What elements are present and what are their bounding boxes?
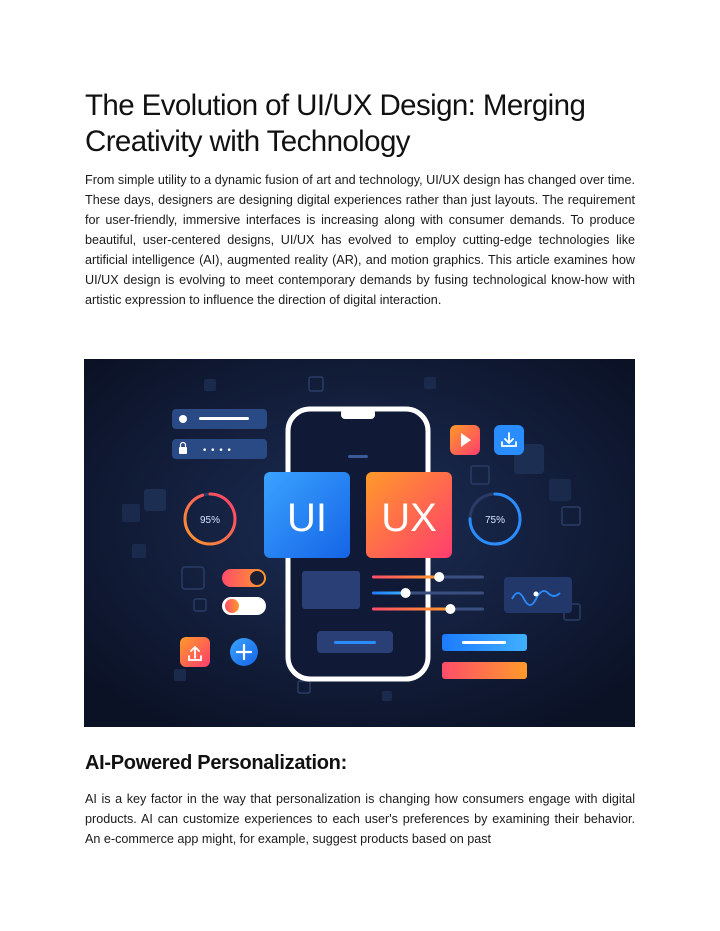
user-icon xyxy=(179,415,187,423)
section-paragraph: AI is a key factor in the way that personalization is changing how consumers engage with digital products. AI can customize experiences to each user's preferences by examining their behavior. An e-commerce app might, for example, suggest products based on past xyxy=(85,792,635,846)
gauge-left-label: 95% xyxy=(199,515,221,526)
password-dots: • • • • xyxy=(202,446,232,456)
password-field-card xyxy=(172,439,267,459)
ux-label: UX xyxy=(381,496,437,540)
toggle-on xyxy=(222,569,266,587)
toggle-off xyxy=(222,597,266,615)
sliders xyxy=(372,572,484,614)
user-field-card xyxy=(172,409,267,429)
phone-image-card xyxy=(302,571,360,609)
slider-fill xyxy=(372,608,450,611)
slider-fill xyxy=(372,576,439,579)
upload-button xyxy=(180,637,210,667)
ui-card xyxy=(264,472,350,558)
phone-notch xyxy=(341,409,375,419)
ux-card xyxy=(366,472,452,558)
play-button xyxy=(450,425,480,455)
download-button xyxy=(494,425,524,455)
slider-knob xyxy=(445,604,455,614)
wave-chart-card xyxy=(504,577,572,613)
gauge-right-label: 75% xyxy=(484,515,506,526)
slider-knob xyxy=(434,572,444,582)
hero-illustration xyxy=(84,359,635,727)
ui-label: UI xyxy=(287,496,327,540)
slider-fill xyxy=(372,592,406,595)
slider-knob xyxy=(401,588,411,598)
intro-paragraph: From simple utility to a dynamic fusion of art and technology, UI/UX design has changed over time. These days, designers are designing digital experiences rather than just layouts. The requirement for user-friendly, immersive interfaces is increasing along with consumer demands. To produce beautiful, user-centered designs, UI/UX has evolved to employ cutting-edge technologies like artificial intelligence (AI), augmented reality (AR), and motion graphics. This article examines how UI/UX design is evolving to meet contemporary demands by fusing technological know-how with artistic expression to influence the direction of digital interaction. xyxy=(85,173,635,307)
section-heading: AI-Powered Personalization: xyxy=(85,752,347,774)
article-title: The Evolution of UI/UX Design: Merging Creativity with Technology xyxy=(85,89,586,158)
lock-icon xyxy=(179,447,187,454)
plus-button xyxy=(230,638,258,666)
